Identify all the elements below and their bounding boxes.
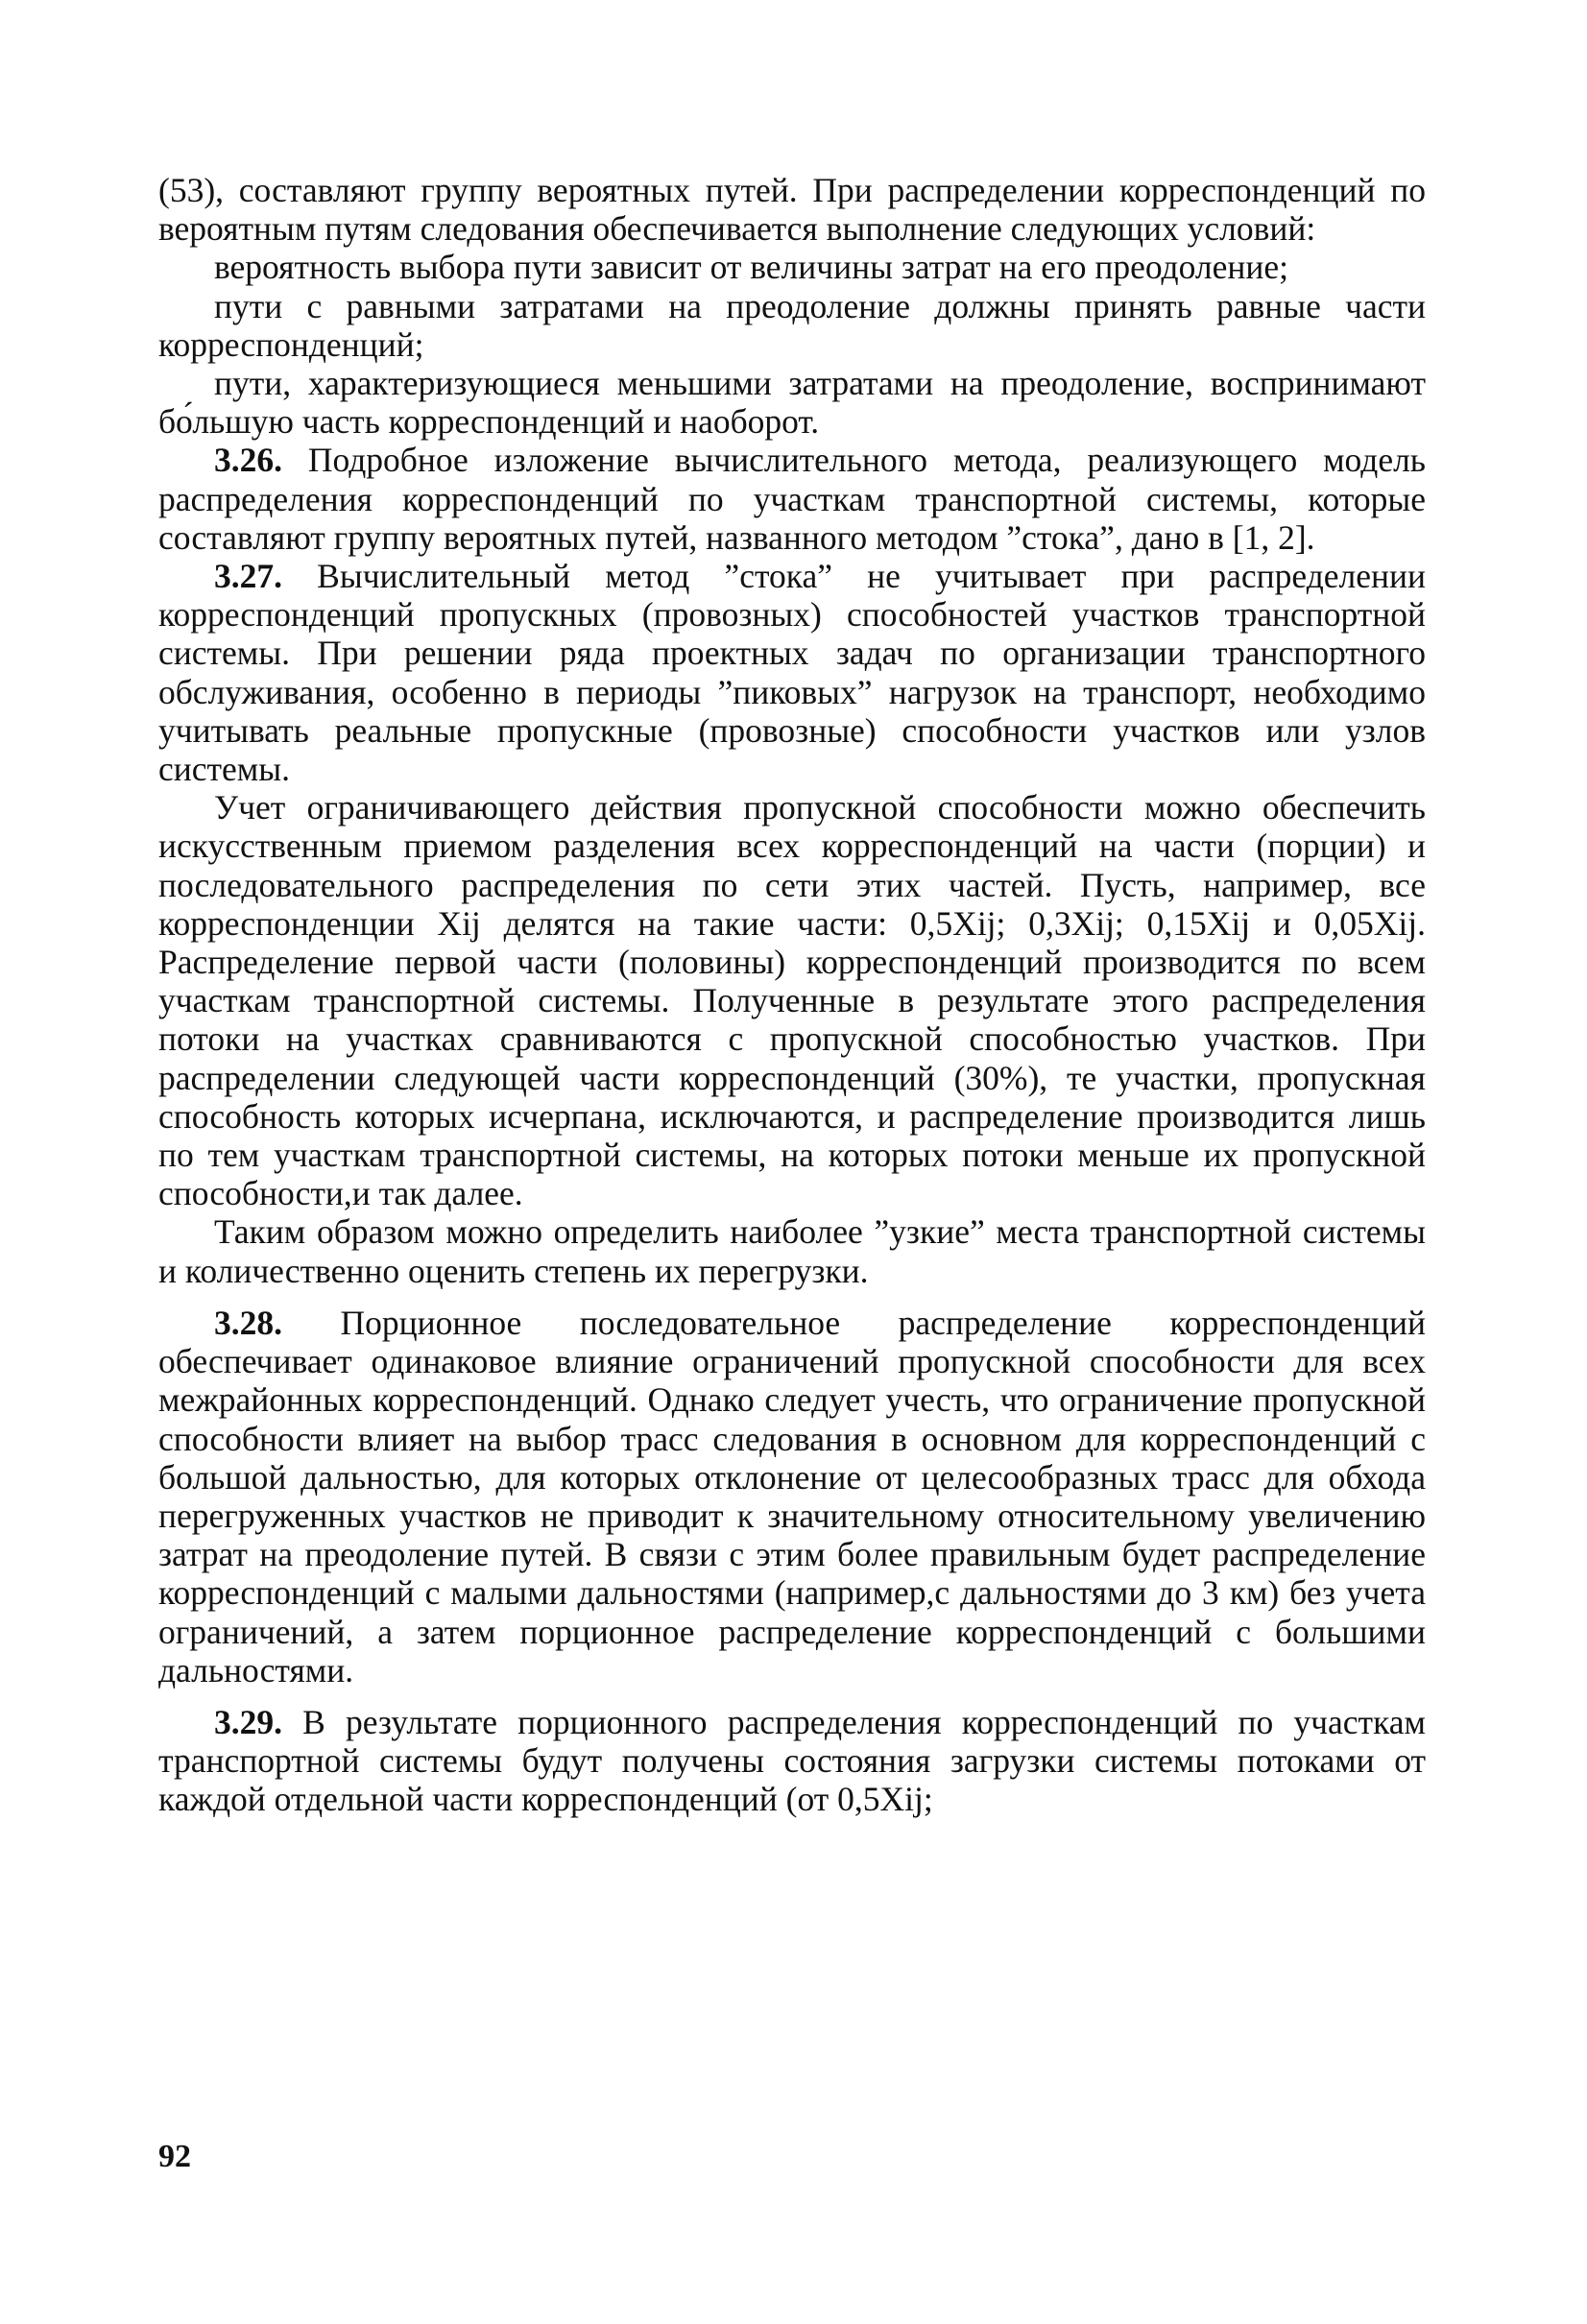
paragraph xyxy=(158,171,1426,248)
paragraph xyxy=(158,1304,1426,1689)
page-number: 92 xyxy=(158,2139,191,2174)
paragraph xyxy=(158,441,1426,557)
body-text xyxy=(158,171,1426,1819)
paragraph-text: (53), составляют группу вероятных путей. При распределении корреспонденций по вероятным путям следования обеспечивается выполнение следующих условий: xyxy=(158,171,1426,249)
paragraph xyxy=(158,248,1426,286)
paragraph-text: Вычислительный метод ”стока” не учитывает при распределении корреспонденций пропускных (провозных) способностей участков транспортной системы. При решении ряда проектных задач по организации транспортного обслуживания, особенно в периоды ”пиковых” нагрузок на транспорт, необходимо учитывать реальные пропускные (провозные) способности участков или узлов системы. xyxy=(158,557,1427,789)
paragraph xyxy=(158,364,1426,441)
paragraph-text: пути, характеризующиеся меньшими затратами на преодоление, воспринимают бо́льшую часть корреспонденций и наоборот. xyxy=(158,364,1426,442)
section-number: 3.28. xyxy=(214,1303,282,1342)
paragraph-text: Учет ограничивающего действия пропускной способности можно обеспечить искусственным приемом разделения всех корреспонденций на части (порции) и последовательного распределения по сети этих частей. Пусть, например, все корреспонденции Xij делятся на такие части: 0,5Xij; 0,3Xij; 0,15Xij и 0,05Xij. Распределение первой части (половины) корреспонденций производится по всем участкам транспортной системы. Полученные в результате этого распределения потоки на участках сравниваются с пропускной способностью участков. При распределении следующей части корреспонденций (30%), те участки, пропускная способность которых исчерпана, исключаются, и распределение производится лишь по тем участкам транспортной системы, на которых потоки меньше их пропускной способности,и так далее. xyxy=(158,788,1426,1213)
paragraph xyxy=(158,1212,1426,1289)
paragraph-text: Таким образом можно определить наиболее ”узкие” места транспортной системы и количественно оценить степень их перегрузки. xyxy=(158,1212,1426,1290)
section-number: 3.29. xyxy=(214,1702,282,1741)
paragraph-text: Порционное последовательное распределение корреспонденций обеспечивает одинаковое влияние ограничений пропускной способности для всех межрайонных корреспонденций. Однако следует учесть, что ограничение пропускной способности влияет на выбор трасс следования в основном для корреспонденций с большой дальностью, для которых отклонение от целесообразных трасс для обхода перегруженных участков не приводит к значительному относительному увеличению затрат на преодоление путей. В связи с этим более правильным будет распределение корреспонденций с малыми дальностями (например,с дальностями до 3 км) без учета ограничений, а затем порционное распределение корреспонденций с большими дальностями. xyxy=(158,1303,1426,1689)
paragraph xyxy=(158,1703,1426,1819)
section-number: 3.26. xyxy=(214,441,282,480)
section-number: 3.27. xyxy=(214,557,282,596)
paragraph xyxy=(158,287,1426,364)
paragraph xyxy=(158,788,1426,1212)
paragraph xyxy=(158,557,1426,788)
paragraph-text: вероятность выбора пути зависит от величины затрат на его преодоление; xyxy=(214,248,1288,287)
paragraph-text: В результате порционного распределения корреспонденций по участкам транспортной системы будут получены состояния загрузки системы потоками от каждой отдельной части корреспонденций (от 0,5Xij; xyxy=(158,1702,1426,1819)
paragraph-text: Подробное изложение вычислительного метода, реализующего модель распределения корреспонденций по участкам транспортной системы, которые составляют группу вероятных путей, названного методом ”стока”, дано в [1, 2]. xyxy=(158,441,1427,557)
paragraph-text: пути с равными затратами на преодоление должны принять равные части корреспонденций; xyxy=(158,286,1426,364)
